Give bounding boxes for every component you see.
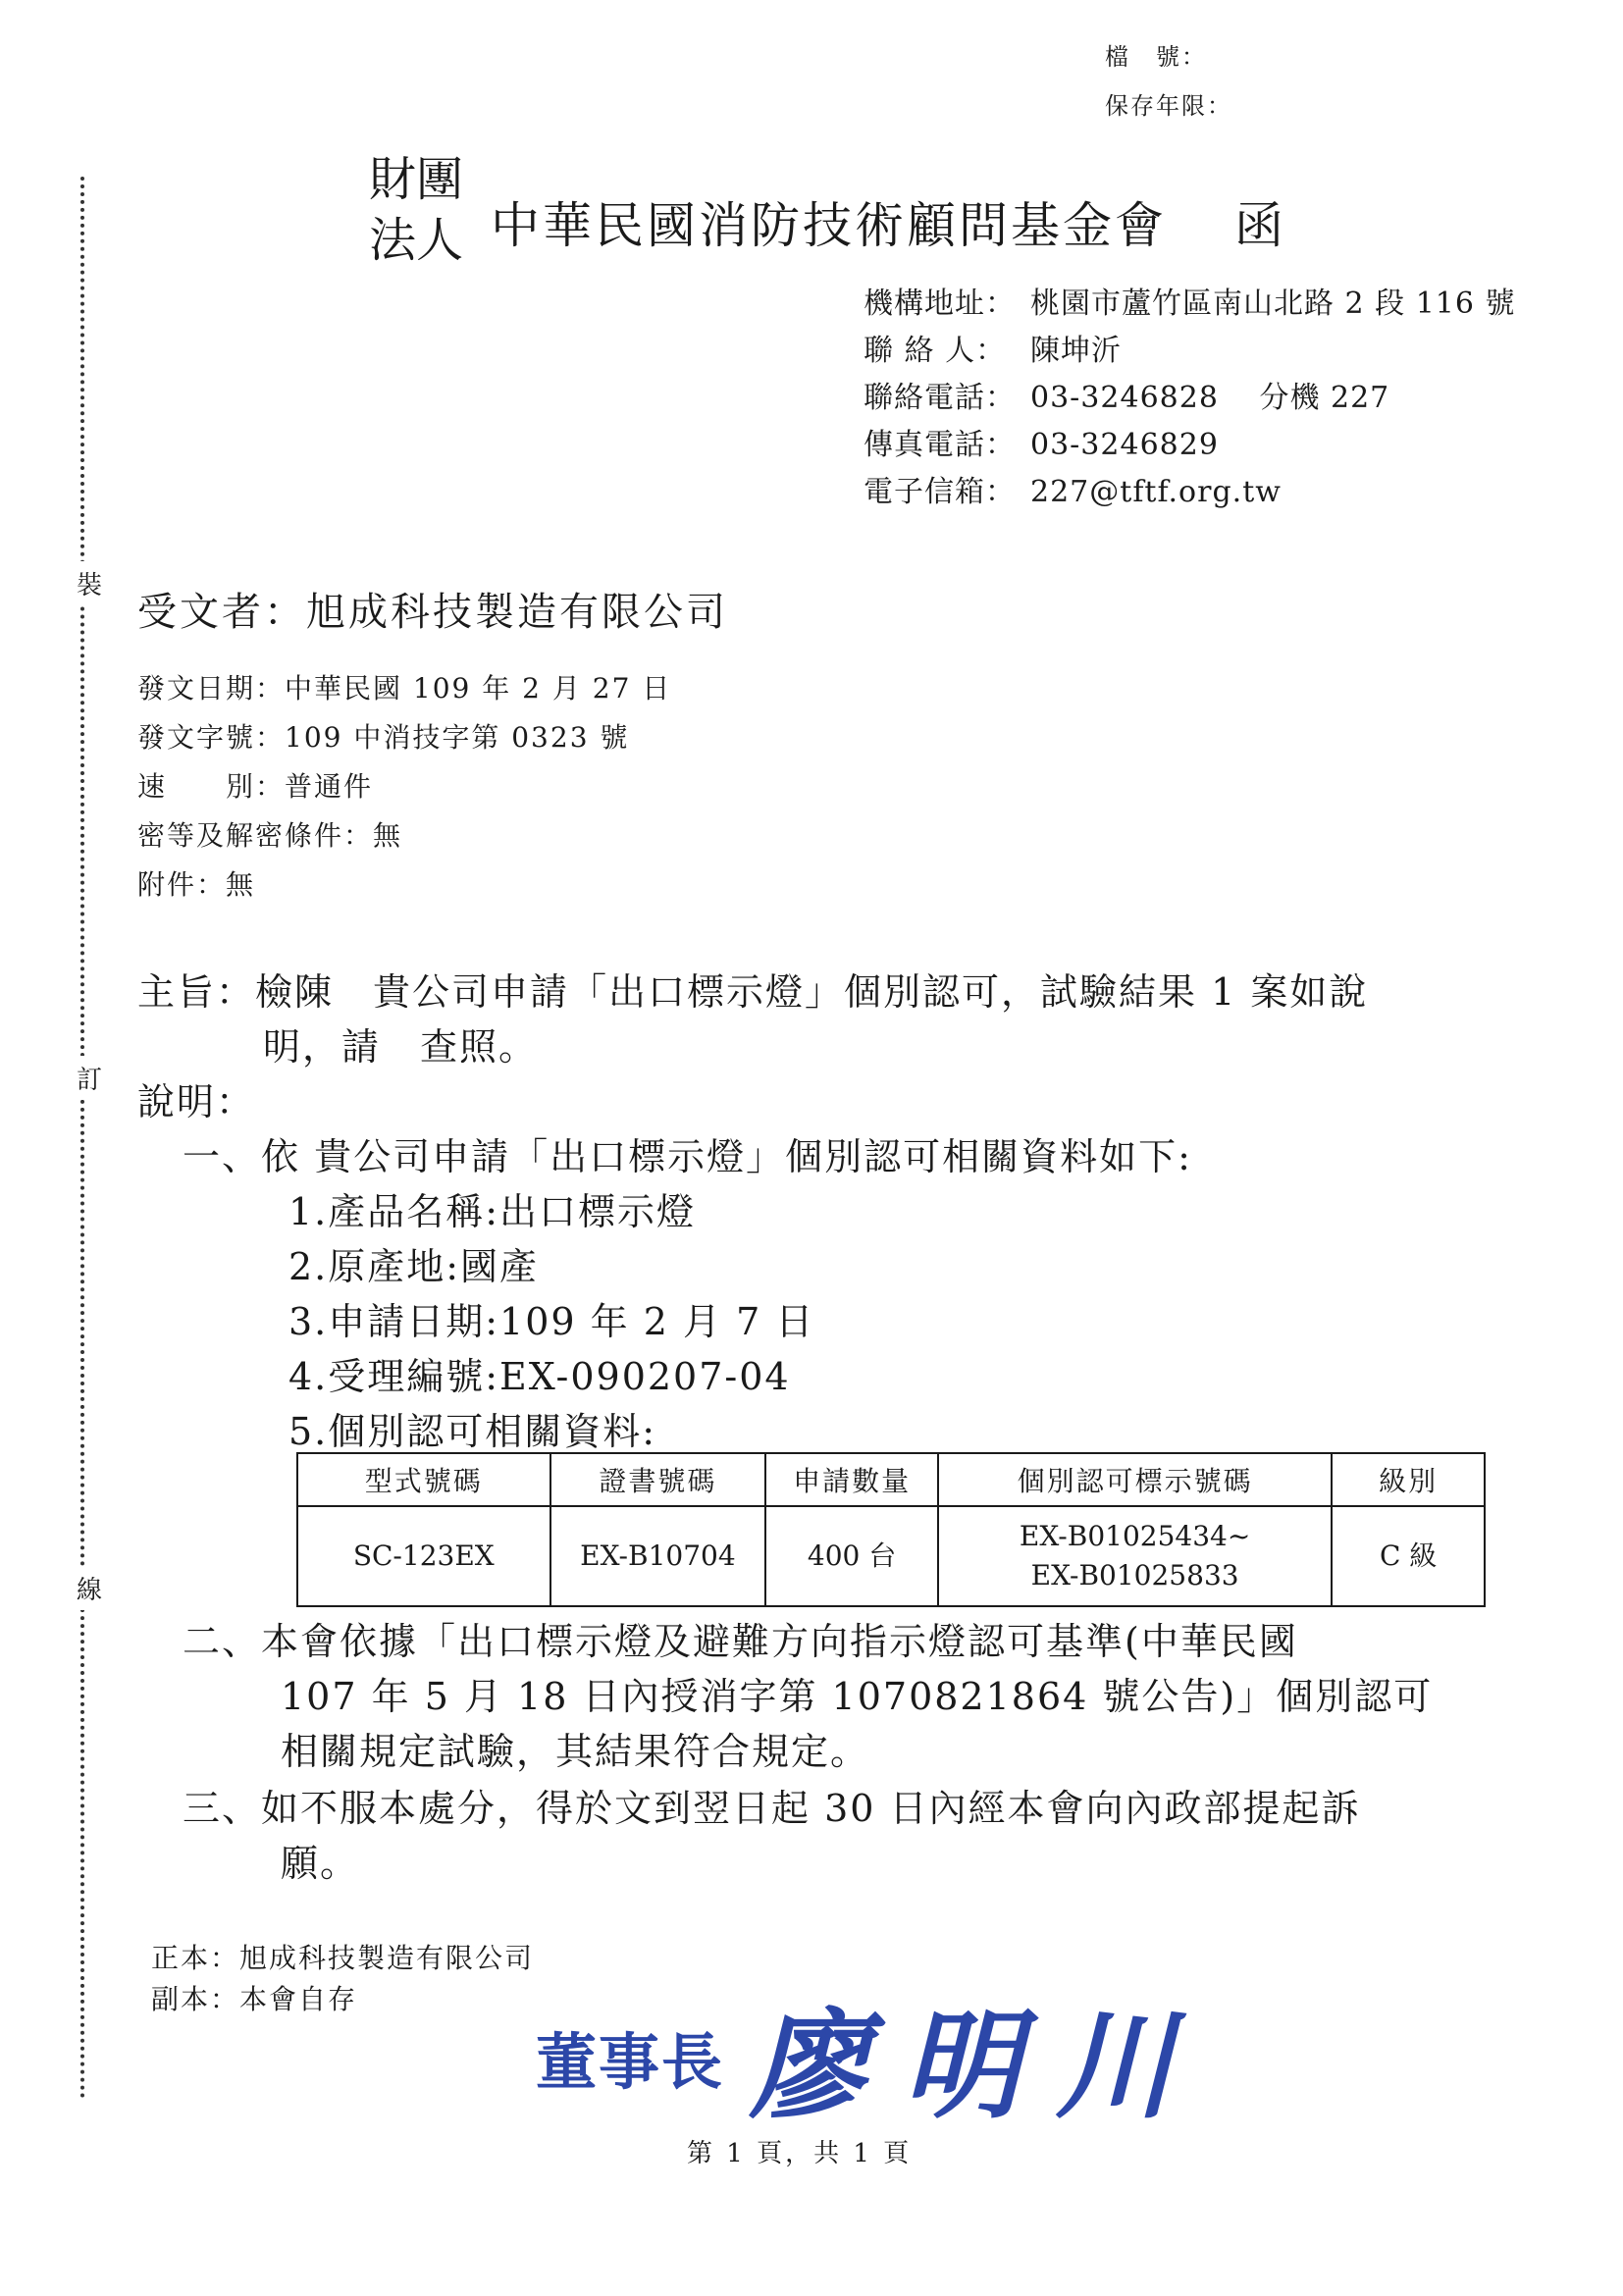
- cell-model: SC-123EX: [297, 1506, 550, 1606]
- contact-person-value: 陳坤沂: [1030, 334, 1122, 368]
- classification: 密等及解密條件：無: [137, 819, 403, 852]
- distribution-original: 正本：旭成科技製造有限公司: [151, 1942, 535, 1974]
- header-model: 型式號碼: [297, 1453, 550, 1506]
- sub-item-apply-date: 3.申請日期:109 年 2 月 7 日: [288, 1300, 815, 1343]
- explanation-item-2-line-1: 二、本會依據「出口標示燈及避難方向指示燈認可基準(中華民國: [183, 1620, 1298, 1663]
- contact-fax-value: 03-3246829: [1030, 428, 1219, 462]
- contact-address-label: 機構地址：: [864, 287, 1016, 321]
- sub-item-origin: 2.原產地:國產: [288, 1245, 540, 1288]
- sub-item-case-number: 4.受理編號:EX-090207-04: [288, 1355, 791, 1398]
- binding-mark-xian: 線: [77, 1566, 102, 1610]
- chairman-signature-stamp: [536, 1972, 1209, 2141]
- contact-fax: [864, 420, 1219, 463]
- header-certificate: 證書號碼: [550, 1453, 766, 1506]
- binding-dotted-line: [80, 177, 84, 2100]
- contact-phone-label: 聯絡電話：: [864, 381, 1016, 415]
- distribution-copy: 副本：本會自存: [151, 1983, 358, 2015]
- contact-phone-value: 03-3246828 分機 227: [1030, 381, 1390, 415]
- doc-number: 發文字號：109 中消技字第 0323 號: [137, 721, 630, 754]
- stamp-title: 董事長: [536, 2025, 725, 2098]
- binding-mark-ding: 訂: [77, 1056, 102, 1100]
- table-header-row: [297, 1453, 1485, 1506]
- org-name: 中華民國消防技術顧問基金會: [491, 197, 1167, 254]
- file-number-label: 檔 號：: [1105, 43, 1207, 71]
- subject-line-2: 明，請 查照。: [263, 1025, 539, 1069]
- sub-item-product-name: 1.產品名稱:出口標示燈: [288, 1190, 697, 1233]
- header-quantity: 申請數量: [765, 1453, 938, 1506]
- attachments: 附件：無: [137, 868, 256, 901]
- header-label-range: 個別認可標示號碼: [938, 1453, 1332, 1506]
- explanation-item-3-line-1: 三、如不服本處分，得於文到翌日起 30 日內經本會向內政部提起訴: [183, 1787, 1361, 1830]
- contact-address: [864, 279, 1516, 322]
- contact-person: [864, 326, 1122, 369]
- cell-certificate: EX-B10704: [550, 1506, 766, 1606]
- contact-address-value: 桃園市蘆竹區南山北路 2 段 116 號: [1030, 287, 1516, 321]
- explanation-item-3-line-2: 願。: [281, 1842, 360, 1885]
- cell-grade: C 級: [1332, 1506, 1485, 1606]
- org-prefix: 財團法人: [369, 152, 464, 268]
- label-range-end: EX-B01025833: [1030, 1559, 1239, 1592]
- page-number: 第 1 頁，共 1 頁: [687, 2139, 913, 2168]
- explanation-item-2-line-3: 相關規定試驗，其結果符合規定。: [281, 1730, 870, 1773]
- contact-fax-label: 傳真電話：: [864, 428, 1016, 462]
- stamp-name: 廖明川: [750, 1997, 1210, 2135]
- cell-quantity: 400 台: [765, 1506, 938, 1606]
- retention-period-label: 保存年限：: [1105, 92, 1232, 120]
- cell-label-range: [938, 1506, 1332, 1606]
- binding-mark-zhuang: 裝: [77, 561, 102, 605]
- contact-email-value: 227@tftf.org.tw: [1030, 475, 1282, 509]
- label-range-start: EX-B01025434~: [1019, 1520, 1251, 1552]
- table-row: [297, 1506, 1485, 1606]
- explanation-item-1: 一、依 貴公司申請「出口標示燈」個別認可相關資料如下:: [183, 1135, 1192, 1178]
- explanation-heading: 說明：: [137, 1080, 256, 1123]
- recipient: 受文者：旭成科技製造有限公司: [137, 590, 728, 635]
- contact-person-label: 聯 絡 人：: [864, 334, 1007, 368]
- urgency: 速 別：普通件: [137, 770, 374, 803]
- contact-email: [864, 467, 1282, 510]
- approval-table: [296, 1452, 1486, 1607]
- contact-email-label: 電子信箱：: [864, 475, 1016, 509]
- doc-type: 函: [1234, 197, 1283, 254]
- issue-date: 發文日期：中華民國 109 年 2 月 27 日: [137, 672, 672, 704]
- explanation-item-2-line-2: 107 年 5 月 18 日內授消字第 1070821864 號公告)」個別認可: [281, 1675, 1434, 1718]
- header-grade: 級別: [1332, 1453, 1485, 1506]
- contact-phone: [864, 373, 1389, 416]
- subject-line-1: 主旨：檢陳 貴公司申請「出口標示燈」個別認可，試驗結果 1 案如說: [137, 970, 1369, 1014]
- sub-item-approval-data: 5.個別認可相關資料:: [288, 1410, 657, 1453]
